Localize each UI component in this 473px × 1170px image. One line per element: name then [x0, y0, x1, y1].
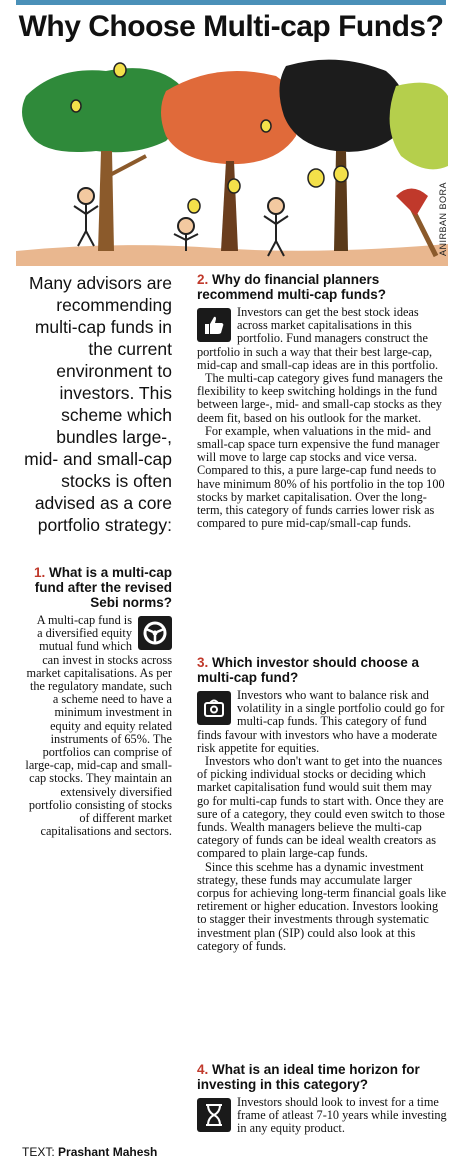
page-title: Why Choose Multi-cap Funds?	[18, 10, 444, 43]
section-2-heading: 2. Why do financial planners recommend multi-cap funds?	[197, 272, 387, 302]
intro-text: Many advisors are recommending multi-cap funds in the current environment to investors. This scheme which bundles large-, mid- and small-cap stocks is often advised as a core portfolio strategy:	[24, 273, 172, 535]
thumbs-up-icon	[197, 308, 231, 342]
section-1	[22, 565, 172, 838]
section-3-para-1: Investors who want to balance risk and volatility in a single portfolio could go for multi-cap funds. This category of fund finds favour with investors who have a moderate risk appetite for equities.	[197, 688, 445, 755]
section-2-para-3: For example, when valuations in the mid- and small-cap space turn expensive the fund manager will move to large cap stocks and vice versa. Compared to this, a pure large-cap fund needs to have minimum 80% of his portfolio in the top 100 stocks by market capitalisation. Over the long-term, this category of funds carries lower risk as compared to pure mid-cap/small-cap funds.	[197, 423, 445, 531]
hourglass-icon	[197, 1098, 231, 1132]
money-safe-icon	[197, 691, 231, 725]
byline: TEXT: Prashant Mahesh	[22, 1145, 158, 1159]
section-1-para-1: A multi-cap fund is a diversified equity mutual fund which can invest in stocks across market capitalisations. As per the regulatory mandate, such a scheme need to have a minimum investment in equity and equity related instruments of 65%. The portfolios can comprise of large-cap, mid-cap and small-cap stocks. They maintain an extensively diversified portfolio consisting of stocks of different market capitalisations and sectors.	[25, 613, 172, 839]
section-3-heading: 3. Which investor should choose a multi-cap fund?	[197, 655, 420, 685]
section-2	[197, 272, 447, 530]
section-1-heading: 1. What is a multi-cap fund after the revised Sebi norms?	[33, 565, 172, 610]
section-3-para-2: Investors who don't want to get into the nuances of picking individual stocks or deciding which market capitalisation fund would suit them may go for multi-cap funds to start with. Once they are sure of a category, they could even switch to those funds. Wealth managers believe the multi-cap category of funds can be ideal wealth creators as compared to plain large-cap funds.	[197, 754, 445, 861]
section-4-heading: 4. What is an ideal time horizon for investing in this category?	[197, 1062, 420, 1092]
section-3	[197, 655, 447, 953]
steering-wheel-icon	[138, 616, 172, 650]
section-2-para-2: The multi-cap category gives fund managers the flexibility to keep switching holdings in the fund between large-, mid- and small-cap stocks as they deem fit, based on his outlook for the market.	[197, 371, 443, 425]
illustration-credit: ANIRBAN BORA	[438, 181, 448, 256]
trees-illustration	[16, 56, 448, 266]
section-2-para-1: Investors can get the best stock ideas across market capitalisations in this portfolio. Fund managers construct the portfolio in such a way that their best large-cap, mid-cap and small-cap ideas are in this portfolio.	[197, 305, 439, 372]
top-accent-bar	[16, 0, 446, 5]
section-4	[197, 1062, 447, 1136]
section-3-para-3: Since this scehme has a dynamic investment strategy, these funds may accumulate larger corpus for achieving long-term financial goals like retirement or higher education. Investors looking to stagger their investments through systematic investment plan (SIP) could also look at this category of funds.	[197, 859, 447, 953]
section-4-para-1: Investors should look to invest for a time frame of atleast 7-10 years while investing in any equity product.	[237, 1095, 447, 1136]
